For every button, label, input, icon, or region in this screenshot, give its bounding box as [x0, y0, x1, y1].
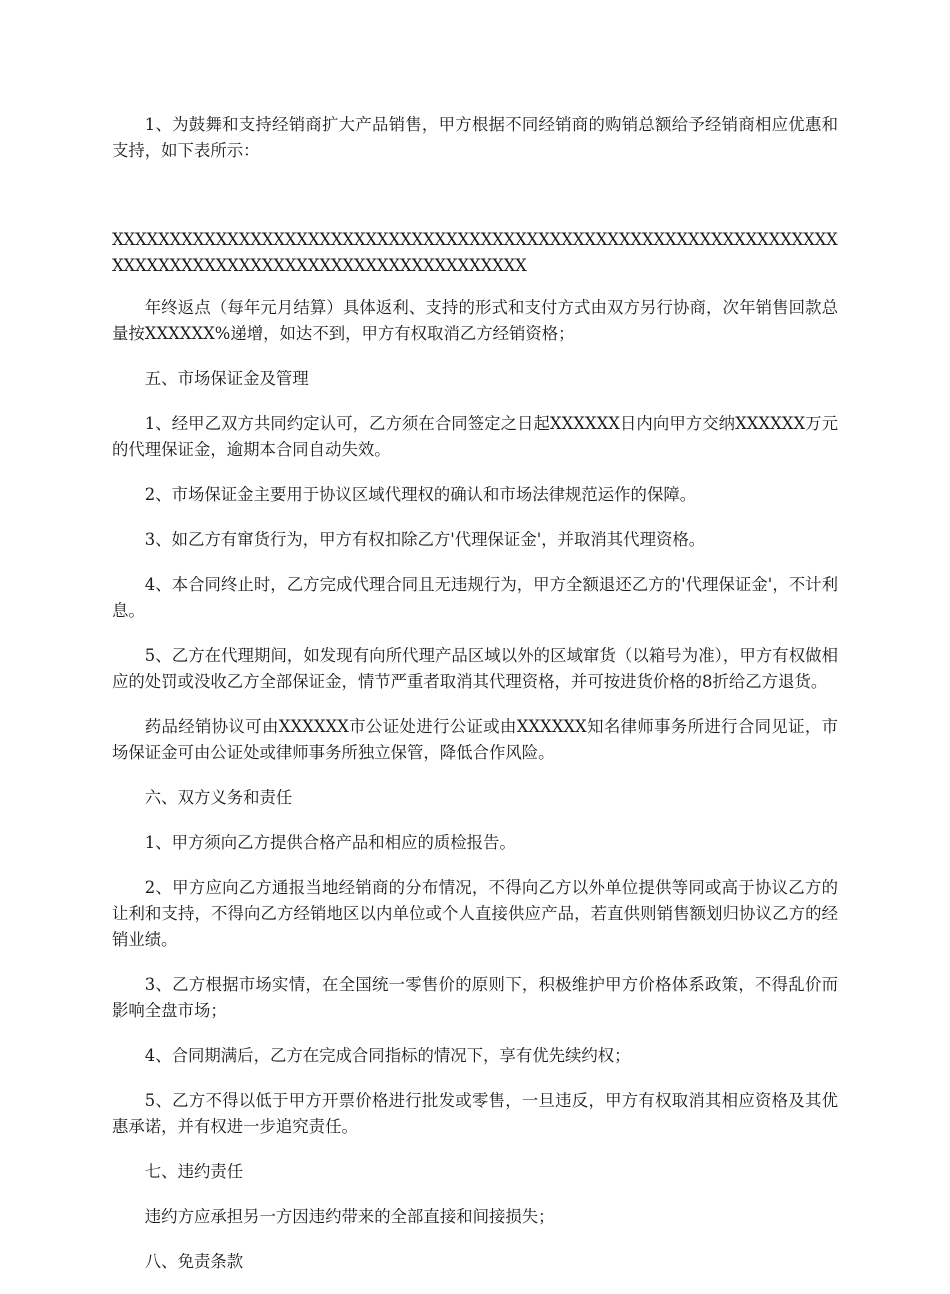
- paragraph-6-3: 3、乙方根据市场实情，在全国统一零售价的原则下，积极维护甲方价格体系政策，不得乱价而影响全盘市场；: [112, 975, 838, 1020]
- paragraph-6-1: 1、甲方须向乙方提供合格产品和相应的质检报告。: [144, 833, 516, 852]
- document-page: [112, 112, 838, 1294]
- paragraph-5-1: 1、经甲乙双方共同约定认可，乙方须在合同签定之日起XXXXXX日内向甲方交纳XXXXXX万元的代理保证金，逾期本合同自动失效。: [112, 414, 838, 459]
- paragraph-5-5: 5、乙方在代理期间，如发现有向所代理产品区域以外的区域窜货（以箱号为准），甲方有权做相应的处罚或没收乙方全部保证金，情节严重者取消其代理资格，并可按进货价格的8折给乙方退货。: [112, 646, 838, 691]
- paragraph-notarization: 药品经销协议可由XXXXXX市公证处进行公证或由XXXXXX知名律师事务所进行合同见证，市场保证金可由公证处或律师事务所独立保管，降低合作风险。: [112, 717, 838, 762]
- paragraph-5-3: 3、如乙方有窜货行为，甲方有权扣除乙方'代理保证金'，并取消其代理资格。: [144, 530, 706, 549]
- paragraph-6-2: 2、甲方应向乙方通报当地经销商的分布情况，不得向乙方以外单位提供等同或高于协议乙方的让利和支持，不得向乙方经销地区以内单位或个人直接供应产品，若直供则销售额划归协议乙方的经销业绩。: [112, 878, 838, 949]
- section-heading-7: 七、违约责任: [144, 1162, 244, 1181]
- placeholder-table-line: XXXXXXXXXXXXXXXXXXXXXXXXXXXXXXXXXXXXXXXXXXXXXXXXXXXXXXXXXXXXXXXXXXXXXXXXXXXXXXXXXXXXXXXXXXXXXXXXXXX: [112, 230, 838, 275]
- spacer: [112, 279, 838, 295]
- paragraph-5-2: 2、市场保证金主要用于协议区域代理权的确认和市场法律规范运作的保障。: [144, 485, 697, 504]
- paragraph-6-5: 5、乙方不得以低于甲方开票价格进行批发或零售，一旦违反，甲方有权取消其相应资格及其优惠承诺，并有权进一步追究责任。: [112, 1091, 838, 1136]
- paragraph-year-end-rebate: 年终返点（每年元月结算）具体返利、支持的形式和支付方式由双方另行协商，次年销售回款总量按XXXXXX%递增，如达不到，甲方有权取消乙方经销资格；: [112, 298, 838, 343]
- paragraph-5-4: 4、本合同终止时，乙方完成代理合同且无违规行为，甲方全额退还乙方的'代理保证金'，不计利息。: [112, 575, 838, 620]
- paragraph-7-body: 违约方应承担另一方因违约带来的全部直接和间接损失；: [144, 1207, 555, 1226]
- section-heading-8: 八、免责条款: [144, 1252, 244, 1271]
- section-heading-5: 五、市场保证金及管理: [144, 369, 309, 388]
- spacer: [112, 183, 838, 227]
- section-heading-6: 六、双方义务和责任: [144, 788, 293, 807]
- paragraph-6-4: 4、合同期满后，乙方在完成合同指标的情况下，享有优先续约权；: [144, 1046, 631, 1065]
- paragraph-support-intro: 1、为鼓舞和支持经销商扩大产品销售，甲方根据不同经销商的购销总额给予经销商相应优惠和支持，如下表所示：: [112, 115, 838, 160]
